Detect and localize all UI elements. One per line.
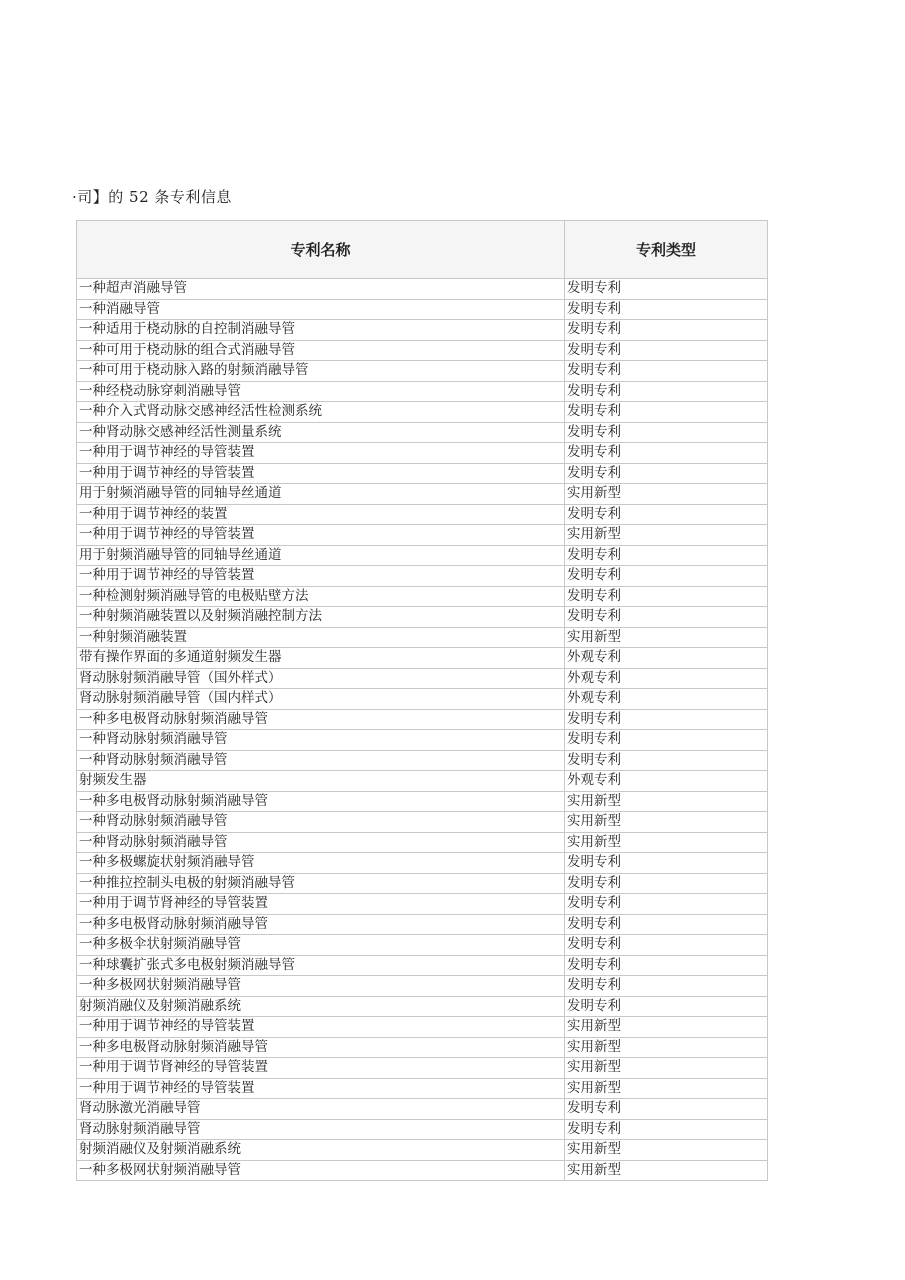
patent-name-cell: 一种可用于桡动脉的组合式消融导管 bbox=[77, 340, 565, 361]
patent-type-cell: 发明专利 bbox=[565, 1119, 768, 1140]
patent-type-cell: 外观专利 bbox=[565, 668, 768, 689]
patent-table-body bbox=[77, 279, 768, 1181]
table-row bbox=[77, 709, 768, 730]
patent-type-cell: 发明专利 bbox=[565, 709, 768, 730]
header-patent-name: 专利名称 bbox=[77, 221, 565, 279]
patent-name-cell: 肾动脉射频消融导管 bbox=[77, 1119, 565, 1140]
patent-name-cell: 一种射频消融装置以及射频消融控制方法 bbox=[77, 607, 565, 628]
table-row bbox=[77, 525, 768, 546]
table-row bbox=[77, 1099, 768, 1120]
patent-name-cell: 一种多电极肾动脉射频消融导管 bbox=[77, 791, 565, 812]
table-row bbox=[77, 340, 768, 361]
patent-type-cell: 实用新型 bbox=[565, 627, 768, 648]
patent-name-cell: 带有操作界面的多通道射频发生器 bbox=[77, 648, 565, 669]
table-row bbox=[77, 381, 768, 402]
patent-name-cell: 一种用于调节神经的装置 bbox=[77, 504, 565, 525]
table-row bbox=[77, 279, 768, 300]
patent-name-cell: 一种用于调节神经的导管装置 bbox=[77, 525, 565, 546]
patent-type-cell: 发明专利 bbox=[565, 422, 768, 443]
table-row bbox=[77, 689, 768, 710]
patent-name-cell: 一种多极网状射频消融导管 bbox=[77, 1160, 565, 1181]
patent-type-cell: 发明专利 bbox=[565, 730, 768, 751]
patent-type-cell: 实用新型 bbox=[565, 1160, 768, 1181]
patent-name-cell: 用于射频消融导管的同轴导丝通道 bbox=[77, 545, 565, 566]
table-row bbox=[77, 955, 768, 976]
table-row bbox=[77, 463, 768, 484]
patent-name-cell: 一种多电极肾动脉射频消融导管 bbox=[77, 1037, 565, 1058]
table-row bbox=[77, 627, 768, 648]
patent-name-cell: 一种用于调节肾神经的导管装置 bbox=[77, 1058, 565, 1079]
patent-type-cell: 发明专利 bbox=[565, 402, 768, 423]
patent-type-cell: 发明专利 bbox=[565, 566, 768, 587]
patent-name-cell: 用于射频消融导管的同轴导丝通道 bbox=[77, 484, 565, 505]
table-row bbox=[77, 791, 768, 812]
patent-type-cell: 发明专利 bbox=[565, 586, 768, 607]
table-row bbox=[77, 586, 768, 607]
patent-table bbox=[76, 220, 768, 1181]
table-row bbox=[77, 566, 768, 587]
patent-type-cell: 实用新型 bbox=[565, 1140, 768, 1161]
table-row bbox=[77, 545, 768, 566]
table-row bbox=[77, 320, 768, 341]
patent-name-cell: 一种适用于桡动脉的自控制消融导管 bbox=[77, 320, 565, 341]
patent-type-cell: 发明专利 bbox=[565, 340, 768, 361]
table-row bbox=[77, 730, 768, 751]
table-row bbox=[77, 1078, 768, 1099]
patent-name-cell: 一种多电极肾动脉射频消融导管 bbox=[77, 709, 565, 730]
patent-name-cell: 一种消融导管 bbox=[77, 299, 565, 320]
patent-type-cell: 外观专利 bbox=[565, 771, 768, 792]
patent-name-cell: 一种肾动脉射频消融导管 bbox=[77, 750, 565, 771]
table-row bbox=[77, 832, 768, 853]
patent-type-cell: 发明专利 bbox=[565, 279, 768, 300]
patent-type-cell: 实用新型 bbox=[565, 484, 768, 505]
patent-type-cell: 发明专利 bbox=[565, 545, 768, 566]
table-row bbox=[77, 1058, 768, 1079]
patent-name-cell: 一种经桡动脉穿刺消融导管 bbox=[77, 381, 565, 402]
patent-name-cell: 射频发生器 bbox=[77, 771, 565, 792]
patent-type-cell: 发明专利 bbox=[565, 955, 768, 976]
patent-type-cell: 发明专利 bbox=[565, 1099, 768, 1120]
patent-name-cell: 一种球囊扩张式多电极射频消融导管 bbox=[77, 955, 565, 976]
table-row bbox=[77, 1119, 768, 1140]
patent-type-cell: 发明专利 bbox=[565, 894, 768, 915]
patent-name-cell: 射频消融仪及射频消融系统 bbox=[77, 1140, 565, 1161]
table-row bbox=[77, 299, 768, 320]
patent-name-cell: 一种推拉控制头电极的射频消融导管 bbox=[77, 873, 565, 894]
patent-name-cell: 一种肾动脉射频消融导管 bbox=[77, 812, 565, 833]
patent-type-cell: 发明专利 bbox=[565, 504, 768, 525]
patent-name-cell: 一种用于调节神经的导管装置 bbox=[77, 443, 565, 464]
patent-type-cell: 实用新型 bbox=[565, 1037, 768, 1058]
patent-name-cell: 一种用于调节神经的导管装置 bbox=[77, 1017, 565, 1038]
patent-name-cell: 一种射频消融装置 bbox=[77, 627, 565, 648]
patent-type-cell: 外观专利 bbox=[565, 689, 768, 710]
table-row bbox=[77, 1140, 768, 1161]
patent-name-cell: 射频消融仪及射频消融系统 bbox=[77, 996, 565, 1017]
patent-name-cell: 一种检测射频消融导管的电极贴壁方法 bbox=[77, 586, 565, 607]
table-row bbox=[77, 484, 768, 505]
table-row bbox=[77, 812, 768, 833]
patent-type-cell: 发明专利 bbox=[565, 853, 768, 874]
table-row bbox=[77, 1037, 768, 1058]
patent-type-cell: 发明专利 bbox=[565, 873, 768, 894]
patent-type-cell: 实用新型 bbox=[565, 1078, 768, 1099]
table-row bbox=[77, 1160, 768, 1181]
table-row bbox=[77, 422, 768, 443]
patent-name-cell: 一种肾动脉射频消融导管 bbox=[77, 832, 565, 853]
patent-type-cell: 发明专利 bbox=[565, 607, 768, 628]
patent-name-cell: 一种多极网状射频消融导管 bbox=[77, 976, 565, 997]
patent-type-cell: 发明专利 bbox=[565, 463, 768, 484]
table-row bbox=[77, 976, 768, 997]
patent-type-cell: 实用新型 bbox=[565, 1017, 768, 1038]
patent-type-cell: 发明专利 bbox=[565, 750, 768, 771]
patent-name-cell: 一种用于调节神经的导管装置 bbox=[77, 463, 565, 484]
patent-type-cell: 发明专利 bbox=[565, 381, 768, 402]
patent-name-cell: 一种多极螺旋状射频消融导管 bbox=[77, 853, 565, 874]
patent-type-cell: 发明专利 bbox=[565, 996, 768, 1017]
patent-type-cell: 发明专利 bbox=[565, 935, 768, 956]
table-row bbox=[77, 853, 768, 874]
patent-name-cell: 肾动脉射频消融导管（国外样式） bbox=[77, 668, 565, 689]
table-row bbox=[77, 1017, 768, 1038]
patent-type-cell: 外观专利 bbox=[565, 648, 768, 669]
patent-type-cell: 实用新型 bbox=[565, 791, 768, 812]
table-row bbox=[77, 894, 768, 915]
patent-type-cell: 实用新型 bbox=[565, 832, 768, 853]
patent-type-cell: 发明专利 bbox=[565, 443, 768, 464]
patent-name-cell: 一种肾动脉交感神经活性测量系统 bbox=[77, 422, 565, 443]
patent-type-cell: 实用新型 bbox=[565, 525, 768, 546]
patent-type-cell: 发明专利 bbox=[565, 976, 768, 997]
table-row bbox=[77, 750, 768, 771]
patent-name-cell: 一种用于调节神经的导管装置 bbox=[77, 1078, 565, 1099]
patent-name-cell: 一种超声消融导管 bbox=[77, 279, 565, 300]
patent-type-cell: 实用新型 bbox=[565, 812, 768, 833]
patent-name-cell: 一种介入式肾动脉交感神经活性检测系统 bbox=[77, 402, 565, 423]
table-row bbox=[77, 402, 768, 423]
patent-name-cell: 一种多极伞状射频消融导管 bbox=[77, 935, 565, 956]
patent-type-cell: 发明专利 bbox=[565, 299, 768, 320]
patent-name-cell: 肾动脉激光消融导管 bbox=[77, 1099, 565, 1120]
patent-name-cell: 一种用于调节肾神经的导管装置 bbox=[77, 894, 565, 915]
table-row bbox=[77, 668, 768, 689]
table-row bbox=[77, 935, 768, 956]
table-row bbox=[77, 771, 768, 792]
patent-name-cell: 肾动脉射频消融导管（国内样式） bbox=[77, 689, 565, 710]
patent-name-cell: 一种可用于桡动脉入路的射频消融导管 bbox=[77, 361, 565, 382]
header-patent-type: 专利类型 bbox=[565, 221, 768, 279]
patent-name-cell: 一种肾动脉射频消融导管 bbox=[77, 730, 565, 751]
table-row bbox=[77, 443, 768, 464]
result-count-caption: ·司】的 52 条专利信息 bbox=[72, 188, 232, 206]
table-row bbox=[77, 648, 768, 669]
table-row bbox=[77, 361, 768, 382]
patent-name-cell: 一种多电极肾动脉射频消融导管 bbox=[77, 914, 565, 935]
patent-type-cell: 发明专利 bbox=[565, 914, 768, 935]
patent-type-cell: 发明专利 bbox=[565, 361, 768, 382]
table-row bbox=[77, 873, 768, 894]
table-header-row bbox=[77, 221, 768, 279]
patent-type-cell: 发明专利 bbox=[565, 320, 768, 341]
table-row bbox=[77, 607, 768, 628]
table-row bbox=[77, 504, 768, 525]
table-row bbox=[77, 996, 768, 1017]
patent-type-cell: 实用新型 bbox=[565, 1058, 768, 1079]
patent-name-cell: 一种用于调节神经的导管装置 bbox=[77, 566, 565, 587]
table-row bbox=[77, 914, 768, 935]
